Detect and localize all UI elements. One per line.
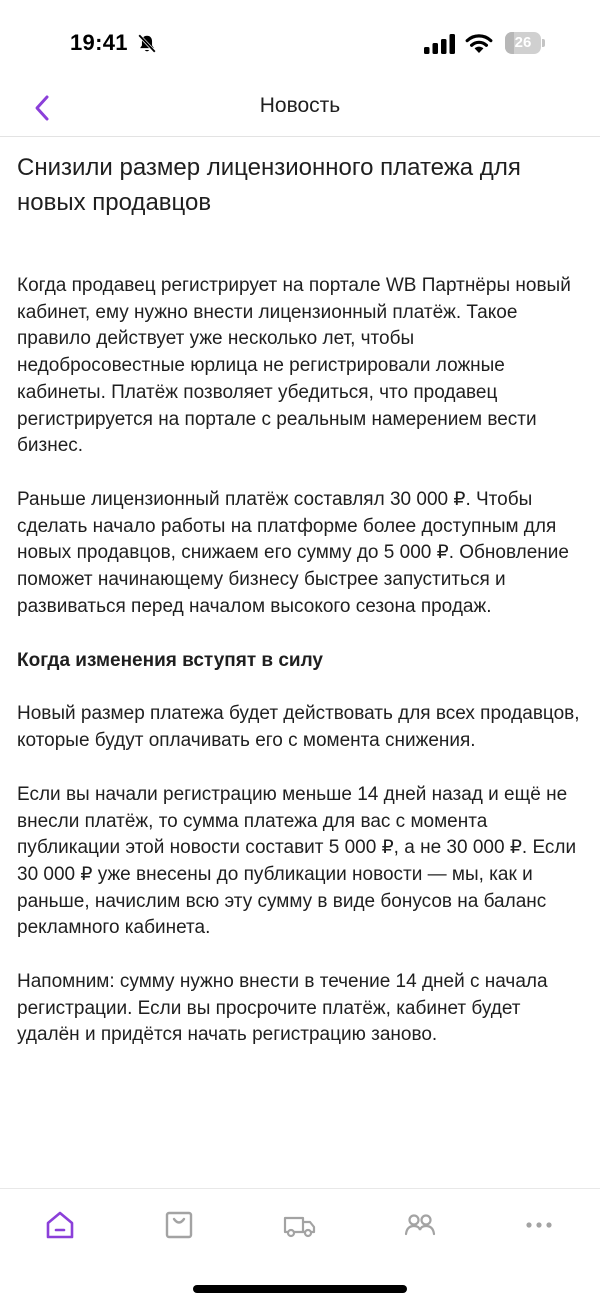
bag-icon xyxy=(164,1210,194,1240)
nav-header xyxy=(0,88,600,137)
users-icon xyxy=(403,1210,437,1240)
battery-indicator xyxy=(505,32,545,54)
truck-icon xyxy=(283,1210,317,1240)
wifi-icon xyxy=(464,32,494,54)
article-title: Снизили размер лицензионного платежа для новых продавцов xyxy=(17,154,521,216)
tab-more[interactable] xyxy=(519,1207,559,1243)
page-title: Новость xyxy=(259,94,341,117)
battery-level: 26 xyxy=(514,34,532,51)
tab-shop[interactable] xyxy=(159,1207,199,1243)
tab-home[interactable] xyxy=(40,1207,80,1243)
article-paragraph-5: Напомним: сумму нужно внести в течение 14 дней с начала регистрации. Если вы просрочите платёж, кабинет будет удалён и придётся начать регистрацию заново. xyxy=(17,971,548,1046)
article-paragraph-1: Когда продавец регистрирует на портале WB Партнёры новый кабинет, ему нужно внести лицензионный платёж. Такое правило действует уже несколько лет, чтобы недобросовестные юрлица не регистрировали ложные кабинеты. Платёж позволяет убедиться, что продавец регистрируется на портале с реальным намерением вести бизнес. xyxy=(17,275,571,457)
home-icon xyxy=(44,1210,76,1240)
tab-delivery[interactable] xyxy=(280,1207,320,1243)
battery-cap xyxy=(542,39,545,47)
tab-community[interactable] xyxy=(400,1207,440,1243)
article-paragraph-2: Раньше лицензионный платёж составлял 30 000 ₽. Чтобы сделать начало работы на платформе более доступным для новых продавцов, снижаем его сумму до 5 000 ₽. Обновление поможет начинающему бизнесу быстрее запуститься и развиваться перед началом высокого сезона продаж. xyxy=(17,488,569,617)
article-content xyxy=(17,150,583,1049)
article-paragraph-3: Новый размер платежа будет действовать для всех продавцов, которые будут оплачивать его с момента снижения. xyxy=(17,703,580,752)
cellular-signal-icon xyxy=(424,34,456,54)
status-time: 19:41 xyxy=(70,30,128,55)
article-paragraph-4: Если вы начали регистрацию меньше 14 дней назад и ещё не внесли платёж, то сумма платежа для вас с момента публикации этой новости составит 5 000 ₽, а не 30 000 ₽. Если 30 000 ₽ уже внесены до публикации новости — мы, как и раньше, начислим всю эту сумму в виде бонусов на баланс рекламного кабинета. xyxy=(17,783,577,939)
status-bar xyxy=(0,0,600,88)
more-icon xyxy=(523,1210,555,1240)
home-indicator xyxy=(193,1285,407,1293)
article-subheading: Когда изменения вступят в силу xyxy=(17,650,323,672)
bell-slash-icon xyxy=(136,33,158,55)
